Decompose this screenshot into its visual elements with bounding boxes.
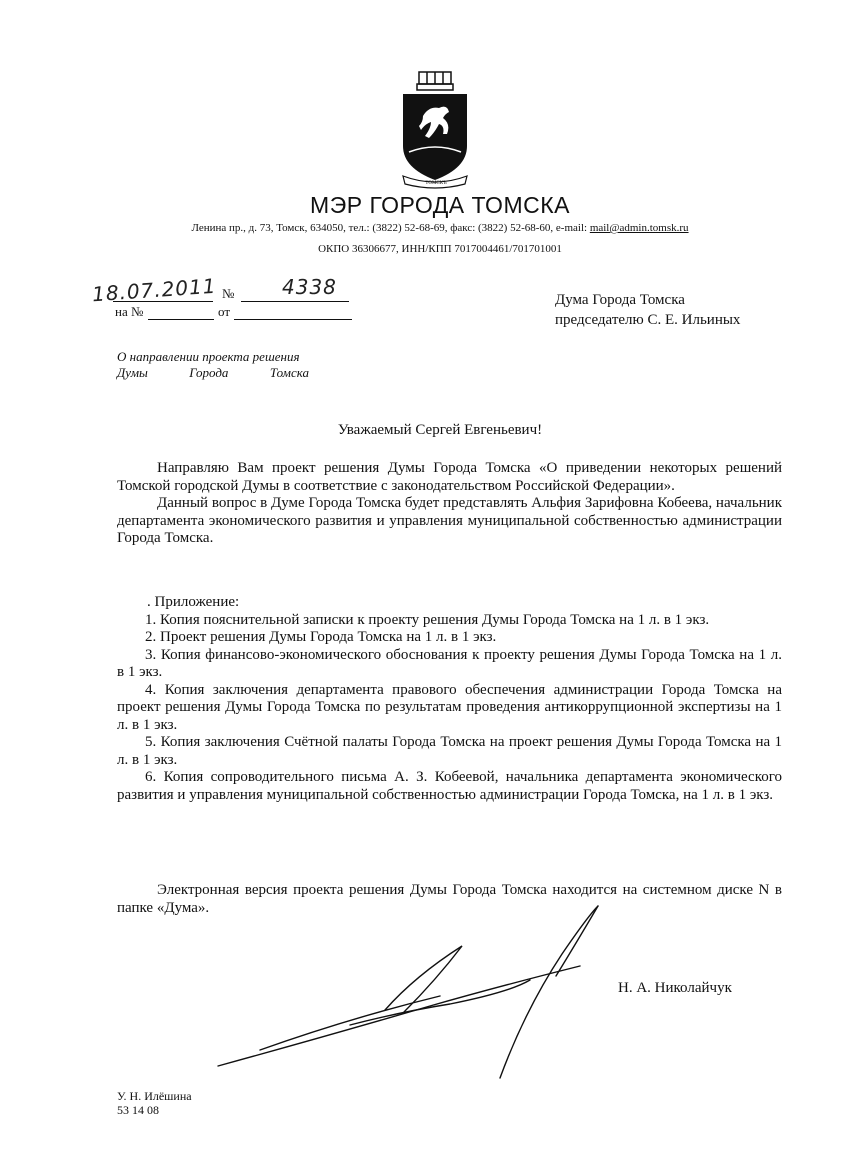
okpo-line: ОКПО 36306677, ИНН/КПП 7017004461/701701001: [318, 243, 562, 255]
city-crest-emblem: [395, 68, 475, 190]
appendix-item: 1. Копия пояснительной записки к проекту решения Думы Города Томска на 1 л. в 1 экз.: [145, 611, 710, 628]
from-line: [234, 318, 352, 320]
subject-word3: Томска: [269, 365, 309, 380]
appendix-item: 6. Копия сопроводительного письма А. З. Кобеевой, начальника департамента экономического развития и управления муниципальной собственностью администрации Города Томска, на 1 л. в 1 экз.: [117, 769, 782, 803]
appendix-item: 3. Копия финансово-экономического обоснования к проекту решения Думы Города Томска на 1 л. в 1 экз.: [117, 646, 782, 680]
recipient-block: [555, 290, 740, 330]
appendix-item: 5. Копия заключения Счётной палаты Города Томска на проект решения Думы Города Томска на 1 л. в 1 экз.: [117, 734, 782, 768]
reg-date: 18.07.2011: [91, 273, 218, 307]
crest-motto: ТОМСКЪ: [425, 181, 447, 186]
subject-line2: [117, 365, 309, 381]
signer-name: Н. А. Николайчук: [618, 980, 732, 996]
executor-name: У. Н. Илёшина: [117, 1089, 192, 1103]
body-paragraph-1: Направляю Вам проект решения Думы Города Томска «О приведении некоторых решений Томской городской Думы в соответствие с законодательством Российской Федерации».: [117, 460, 782, 494]
executor-block: [117, 1089, 192, 1117]
contact-address: Ленина пр., д. 73, Томск, 634050, тел.: (3822) 52-68-69, факс: (3822) 52-68-60, e-mail:: [191, 222, 590, 234]
subject-word1: Думы: [117, 365, 148, 380]
appendix-list: [117, 594, 782, 804]
letter-body: [117, 460, 782, 548]
appendix-heading: . Приложение:: [147, 594, 240, 610]
contact-email: mail@admin.tomsk.ru: [589, 222, 689, 234]
appendix-item: 4. Копия заключения департамента правового обеспечения администрации Города Томска на проект решения Думы Города Томска по результатам проведения антикоррупционной экспертизы на 1 л. в 1 экз.: [117, 681, 782, 733]
reply-label: на №: [115, 304, 144, 319]
from-label: от: [218, 304, 231, 319]
greeting: Уважаемый Сергей Евгеньевич!: [337, 422, 543, 438]
appendix-item: 2. Проект решения Думы Города Томска на 1 л. в 1 экз.: [145, 629, 497, 645]
contact-line: [0, 222, 850, 234]
handwritten-signature: [200, 900, 620, 1080]
recipient-person: председателю С. Е. Ильиных: [555, 312, 741, 328]
org-title: МЭР ГОРОДА ТОМСКА: [310, 192, 570, 218]
reg-no-label: №: [222, 286, 235, 301]
reg-date-line: [113, 300, 213, 302]
reply-line: [148, 318, 214, 320]
subject-word2: Города: [189, 365, 229, 380]
subject-block: [117, 349, 317, 381]
subject-line1: О направлении проекта решения: [117, 349, 300, 364]
reg-number: 4338: [282, 275, 337, 299]
executor-phone: 53 14 08: [117, 1103, 159, 1117]
closing-paragraph: Электронная версия проекта решения Думы Города Томска находится на системном диске N в папке «Дума».: [117, 882, 782, 916]
body-paragraph-2: Данный вопрос в Думе Города Томска будет представлять Альфия Зарифовна Кобеева, начальник департамента экономического развития и управления муниципальной собственностью администрации Города Томска.: [117, 495, 782, 546]
reg-number-line: [241, 300, 349, 302]
recipient-org: Дума Города Томска: [555, 292, 685, 308]
